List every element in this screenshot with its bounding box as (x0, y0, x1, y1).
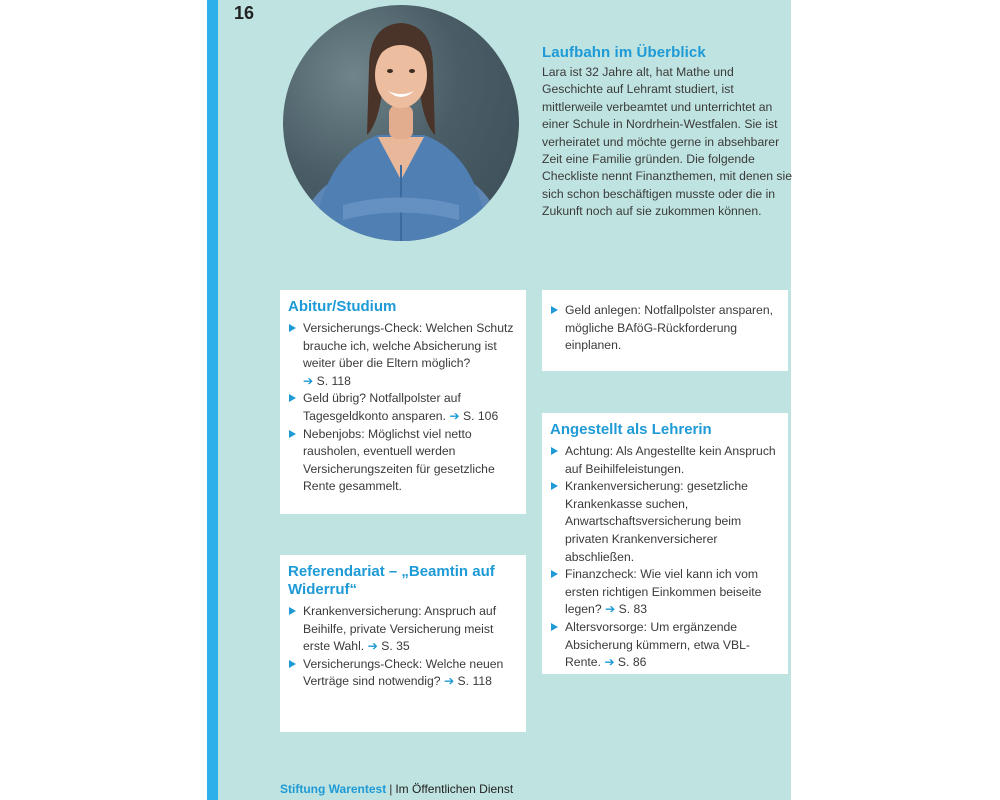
item-text: Krankenversicherung: Anspruch auf Beihilfe, private Versicherung meist erste Wahl. (303, 604, 497, 654)
arrow-right-icon: ➔ (605, 602, 616, 617)
page-reference-text: S. 118 (457, 674, 492, 689)
section-referendariat (280, 555, 526, 732)
checklist (550, 443, 780, 672)
list-item (550, 443, 780, 478)
list-item (288, 390, 518, 425)
arrow-right-icon: ➔ (443, 674, 455, 689)
triangle-bullet-icon (289, 324, 296, 332)
item-text: Versicherungs-Check: Welche neuen Verträge sind notwendig? (303, 656, 504, 689)
triangle-bullet-icon (551, 447, 558, 455)
page-side-bar (207, 0, 218, 800)
item-text: Achtung: Als Angestellte kein Anspruch auf Beihilfeleistungen. (565, 444, 776, 476)
footer-separator: | (389, 782, 393, 796)
checklist (550, 302, 780, 355)
arrow-right-icon: ➔ (367, 639, 378, 654)
arrow-right-icon: ➔ (303, 373, 314, 388)
list-item (288, 320, 518, 390)
section-title: Abitur/Studium (288, 298, 397, 315)
section-abitur-studium (280, 290, 526, 514)
portrait-photo (283, 5, 519, 241)
page-reference-text: S. 118 (316, 373, 351, 388)
triangle-bullet-icon (551, 482, 558, 490)
footer-title: Im Öffentlichen Dienst (395, 782, 514, 796)
item-text: Altersvorsorge: Um ergänzende Absicherung kümmern, etwa VBL-Rente. (565, 619, 750, 670)
page-reference (368, 639, 410, 653)
triangle-bullet-icon (289, 607, 296, 615)
triangle-bullet-icon (551, 306, 558, 314)
page-reference (444, 674, 492, 688)
woman-portrait-image (283, 5, 519, 241)
section-geld-anlegen (542, 290, 788, 371)
item-text: Geld anlegen: Notfallpolster ansparen, mögliche BAföG-Rückforderung einplanen. (565, 303, 773, 353)
list-item (288, 603, 518, 656)
list-item (550, 566, 780, 619)
list-item (550, 478, 780, 566)
section-title: Angestellt als Lehrerin (550, 421, 712, 438)
item-text: Versicherungs-Check: Welchen Schutz brauche ich, welche Absicherung ist weiter über die Eltern möglich? (303, 321, 514, 371)
arrow-right-icon: ➔ (604, 655, 615, 670)
list-item (550, 619, 780, 672)
triangle-bullet-icon (289, 430, 296, 438)
page-reference (449, 409, 498, 423)
intro-text: Lara ist 32 Jahre alt, hat Mathe und Geschichte auf Lehramt studiert, ist mittlerweile verbeamtet und unterrichtet an einer Schule in Nordrhein-Westfalen. Sie ist verheiratet und möchte gerne in absehbarer Zeit eine Familie gründen. Die folgende Checkliste nennt Finanzthemen, mit denen sie sich schon beschäftigen musste oder die in Zukunft noch auf sie zukommen können. (542, 65, 792, 219)
page-reference (303, 374, 351, 388)
item-text: Krankenversicherung: gesetzliche Krankenkasse suchen, Anwartschaftsversicherung beim privaten Krankenversicherer abschließen. (565, 479, 748, 564)
footer-brand: Stiftung Warentest (280, 782, 387, 796)
intro-title: Laufbahn im Überblick (542, 44, 706, 61)
page-reference-text: S. 86 (617, 655, 647, 670)
checklist (288, 320, 518, 496)
page-footer (280, 782, 513, 796)
list-item (288, 426, 518, 496)
page-reference-text: S. 106 (462, 408, 499, 423)
item-text: Finanzcheck: Wie viel kann ich vom ersten richtigen Einkommen beiseite legen? (565, 567, 762, 617)
page-reference (604, 655, 646, 669)
item-text: Geld übrig? Notfallpolster auf Tagesgeldkonto ansparen. (303, 391, 461, 423)
page-reference-text: S. 35 (381, 639, 410, 654)
section-title: Referendariat – „Beamtin auf Widerruf“ (288, 563, 495, 598)
arrow-right-icon: ➔ (449, 408, 460, 423)
triangle-bullet-icon (551, 623, 558, 631)
item-text: Nebenjobs: Möglichst viel netto rausholen, eventuell werden Versicherungszeiten für gesetzliche Rente gesammelt. (303, 426, 495, 494)
list-item (550, 302, 780, 355)
triangle-bullet-icon (551, 570, 558, 578)
triangle-bullet-icon (289, 660, 296, 668)
list-item (288, 656, 518, 691)
triangle-bullet-icon (289, 394, 296, 402)
section-angestellt-als-lehrerin (542, 413, 788, 674)
page-reference (605, 602, 647, 616)
page-reference-text: S. 83 (618, 602, 648, 617)
checklist (288, 603, 518, 691)
intro-section (542, 44, 792, 221)
page-number: 16 (234, 3, 255, 23)
